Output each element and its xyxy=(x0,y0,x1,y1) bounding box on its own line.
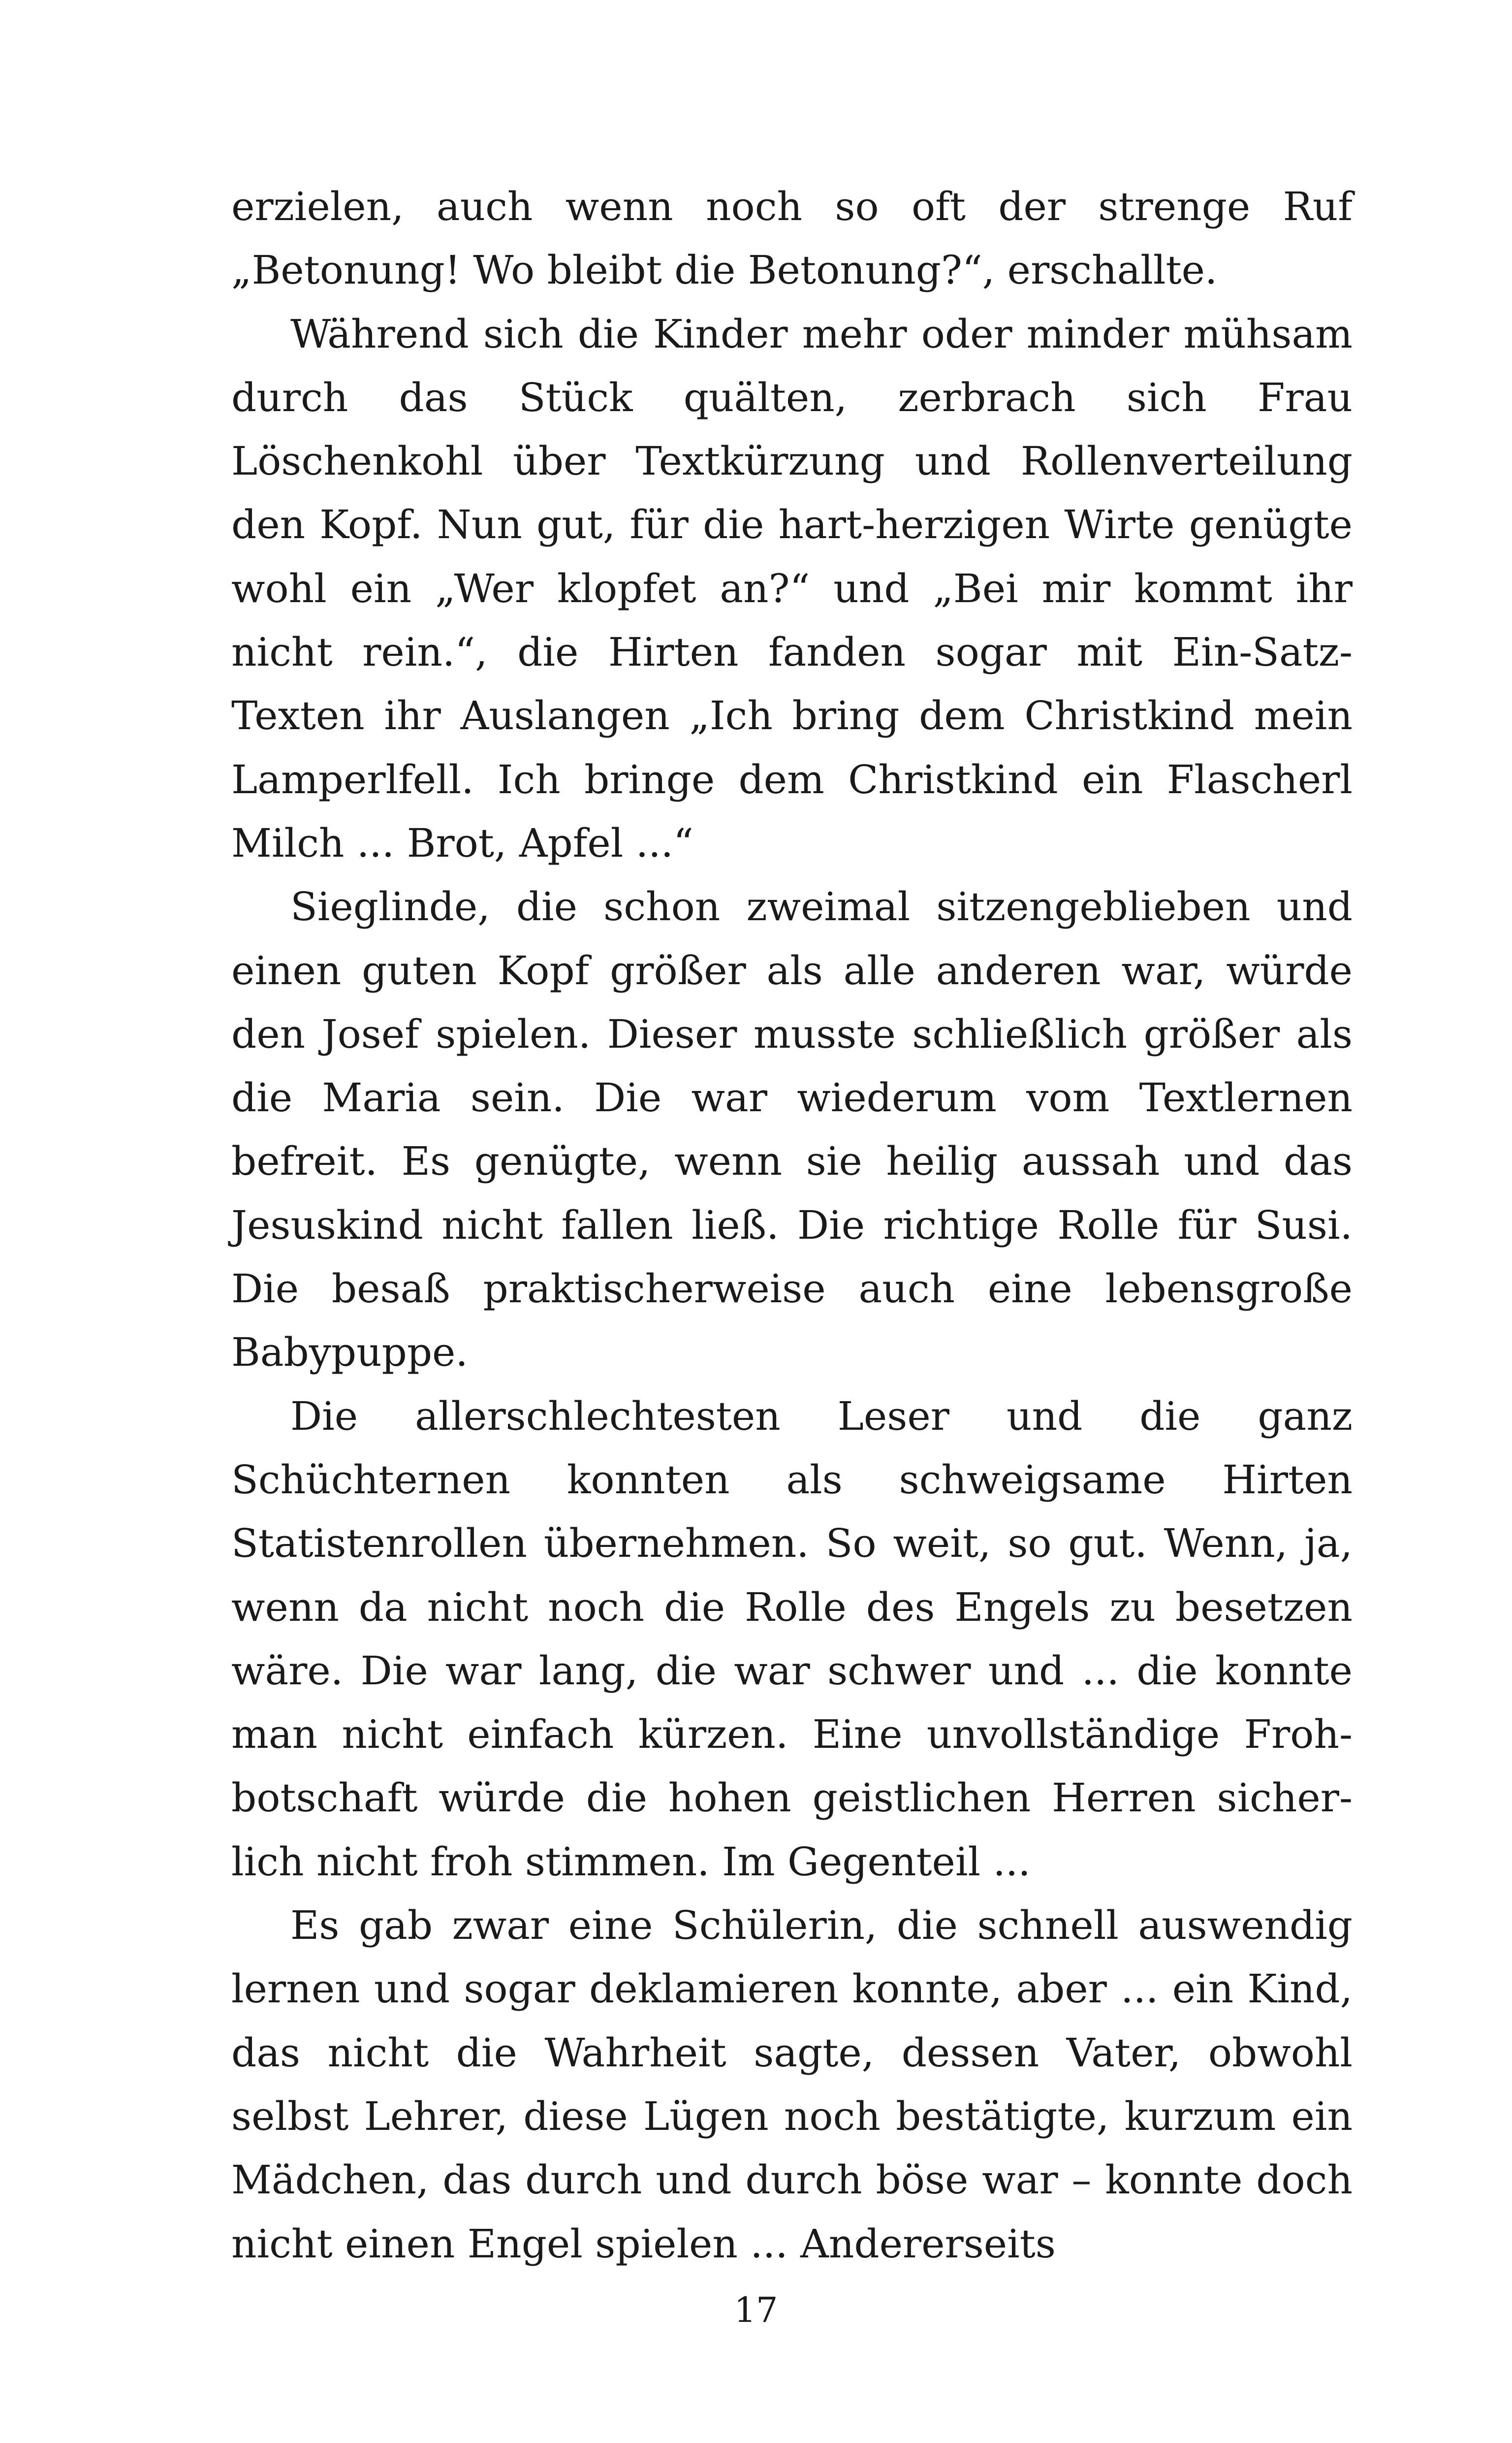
paragraph: Sieglinde, die schon zweimal sitzengeblieben und einen guten Kopf größer als alle anderen war, würde den Josef spielen. Dieser musste schließlich größer als die Maria sein. Die war wiederum vom Textlernen befreit. Es genügte, wenn sie heilig aussah und das Jesuskind nicht fallen ließ. Die richtige Rolle für Susi. Die besaß praktischerweise auch eine lebensgroße Babypuppe. xyxy=(231,884,1353,1376)
paragraph-continued: erzielen, auch wenn noch so oft der strenge Ruf „Betonung! Wo bleibt die Betonung?“, erschallte. xyxy=(231,184,1353,293)
paragraph: Während sich die Kinder mehr oder minder mühsam durch das Stück quälten, zerbrach sich Frau Löschenkohl über Textkürzung und Rollenverteilung den Kopf. Nun gut, für die hart-herzigen Wirte genügte wohl ein „Wer klopfet an?“ und „Bei mir kommt ihr nicht rein.“, die Hirten fanden sogar mit Ein-Satz-Texten ihr Auslangen „Ich bring dem Christkind mein Lamperlfell. Ich bringe dem Christkind ein Flascherl Milch ... Brot, Apfel ...“ xyxy=(231,311,1353,866)
paragraph: Die allerschlechtesten Leser und die ganz Schüchternen konnten als schweigsame Hirten Statistenrollen übernehmen. So weit, so gut. Wenn, ja, wenn da nicht noch die Rolle des Engels zu besetzen wäre. Die war lang, die war schwer und ... die konnte man nicht einfach kürzen. Eine unvollständige Frohbotschaft würde die hohen geistlichen Herren sicherlich nicht froh stimmen. Im Gegenteil ... xyxy=(231,1393,1353,1885)
paragraph: Es gab zwar eine Schülerin, die schnell auswendig lernen und sogar deklamieren konnte, aber ... ein Kind, das nicht die Wahrheit sagte, dessen Vater, obwohl selbst Lehrer, diese Lügen noch bestätigte, kurzum ein Mädchen, das durch und durch böse war – konnte doch nicht einen Engel spielen ... Andererseits xyxy=(231,1902,1353,2267)
body-text xyxy=(231,175,1353,2276)
page-number: 17 xyxy=(734,2290,778,2330)
